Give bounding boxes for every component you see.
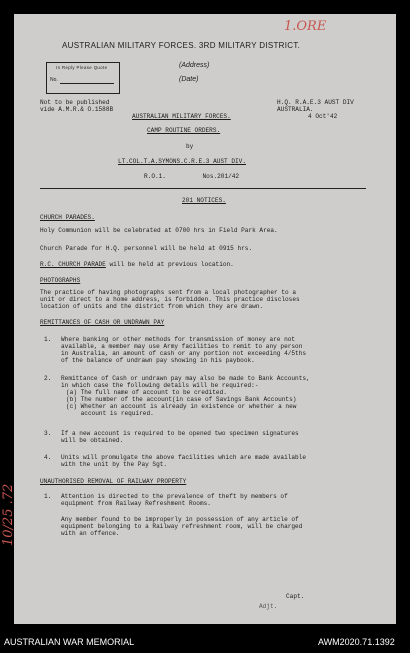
rc-church-text: will be held at previous location. bbox=[105, 261, 234, 268]
photographs-line: unit or direct to a home address, is forbidden. This practice discloses bbox=[40, 296, 300, 303]
signature-rank: Capt. bbox=[286, 593, 305, 600]
church-line-1: Holy Communion will be celebrated at 0700 hrs in Field Park Area. bbox=[40, 227, 278, 234]
date-label: (Date) bbox=[179, 76, 199, 83]
header-routine-orders: CAMP ROUTINE ORDERS. bbox=[147, 127, 221, 134]
photographs-line: location of units and the district from which they are drawn. bbox=[40, 303, 264, 310]
reply-no-line bbox=[60, 83, 114, 84]
item-line: of the balance of undrawn pay showing in his paybook. bbox=[61, 357, 255, 364]
document-page bbox=[1, 14, 396, 624]
item-line: Remittance of Cash or undrawn pay may also be made to Bank Accounts, bbox=[61, 375, 310, 382]
remittances-heading: REMITTANCES OF CASH OR UNDRAWN PAY bbox=[40, 319, 165, 326]
item-line: with the unit by the Pay Sgt. bbox=[61, 461, 168, 468]
header-divider bbox=[40, 188, 366, 189]
railway-line: equipment belonging to a Railway refreshment room, will be charged bbox=[61, 523, 303, 530]
signature-appointment: Adjt. bbox=[259, 603, 278, 610]
item-line: Units will promulgate the above facilities which are made available bbox=[61, 454, 307, 461]
hq-line-1: H.Q. R.A.E.3 AUST DIV bbox=[277, 99, 354, 106]
order-date: 4 Oct'42 bbox=[308, 113, 338, 120]
hq-line-2: AUSTRALIA. bbox=[277, 106, 314, 113]
church-line-2: Church Parade for H.Q. personnel will be held at 0915 hrs. bbox=[40, 245, 253, 252]
item-number: 4. bbox=[44, 454, 52, 461]
handwritten-annotation-top: 1.ORE bbox=[284, 19, 327, 34]
publication-note-1: Not to be published bbox=[40, 99, 110, 106]
item-line: account is required. bbox=[66, 410, 154, 417]
item-line: will be obtained. bbox=[61, 437, 124, 444]
letterhead-title: AUSTRALIAN MILITARY FORCES. 3RD MILITARY DISTRICT. bbox=[62, 41, 301, 50]
church-heading: CHURCH PARADES. bbox=[40, 214, 95, 221]
item-line: If a new account is required to be opened two specimen signatures bbox=[61, 430, 299, 437]
item-number: 1. bbox=[44, 336, 52, 343]
item-line: (c) Whether an account is already in existence or whether a new bbox=[66, 403, 297, 410]
address-label: (Address) bbox=[179, 62, 210, 69]
rc-church-line bbox=[40, 262, 234, 268]
publication-note-2: vide A.M.R.& O.1588B bbox=[40, 106, 114, 113]
item-line: in which case the following details will be required:- bbox=[61, 382, 259, 389]
header-order-numbers: R.O.1. Nos.201/42 bbox=[144, 173, 240, 180]
header-afm: AUSTRALIAN MILITARY FORCES. bbox=[132, 113, 231, 120]
reply-quote-label: In Reply Please Quote bbox=[56, 65, 108, 70]
item-line: Where banking or other methods for transmission of money are not bbox=[61, 336, 296, 343]
railway-line: with an offence. bbox=[61, 530, 120, 537]
item-line: (b) The number of the account(in case of Savings Bank Accounts) bbox=[66, 396, 297, 403]
railway-heading: UNAUTHORISED REMOVAL OF RAILWAY PROPERTY bbox=[40, 478, 187, 485]
item-number: 1. bbox=[44, 493, 52, 500]
railway-line: Any member found to be improperly in possession of any article of bbox=[61, 516, 299, 523]
item-number: 2. bbox=[44, 375, 52, 382]
footer-accession-number: AWM2020.71.1392 bbox=[318, 637, 395, 647]
reply-no-label: No. bbox=[50, 77, 58, 83]
header-by: by bbox=[186, 143, 194, 150]
photographs-heading: PHOTOGRAPHS bbox=[40, 277, 81, 284]
item-line: available, a member may use Army facilities to remit to any person bbox=[61, 343, 303, 350]
archive-footer bbox=[0, 630, 410, 653]
item-line: (a) The full name of account to be credited. bbox=[66, 389, 227, 396]
rc-church-heading: R.C. CHURCH PARADE bbox=[40, 261, 106, 268]
footer-institution: AUSTRALIAN WAR MEMORIAL bbox=[4, 637, 135, 647]
item-number: 3. bbox=[44, 430, 52, 437]
notices-heading: 201 NOTICES. bbox=[182, 197, 226, 204]
photographs-line: The practice of having photographs sent from a local photographer to a bbox=[40, 289, 296, 296]
railway-line: equipment from Railway Refreshment Rooms. bbox=[61, 500, 211, 507]
handwritten-margin-note: 10/25 .72 bbox=[1, 483, 16, 546]
item-line: in Australia, an amount of cash or any portion not exceeding 4/5ths bbox=[61, 350, 307, 357]
railway-line: Attention is directed to the prevalence of theft by members of bbox=[61, 493, 288, 500]
header-commander: LT.COL.T.A.SYMONS.C.R.E.3 AUST DIV. bbox=[118, 158, 246, 165]
